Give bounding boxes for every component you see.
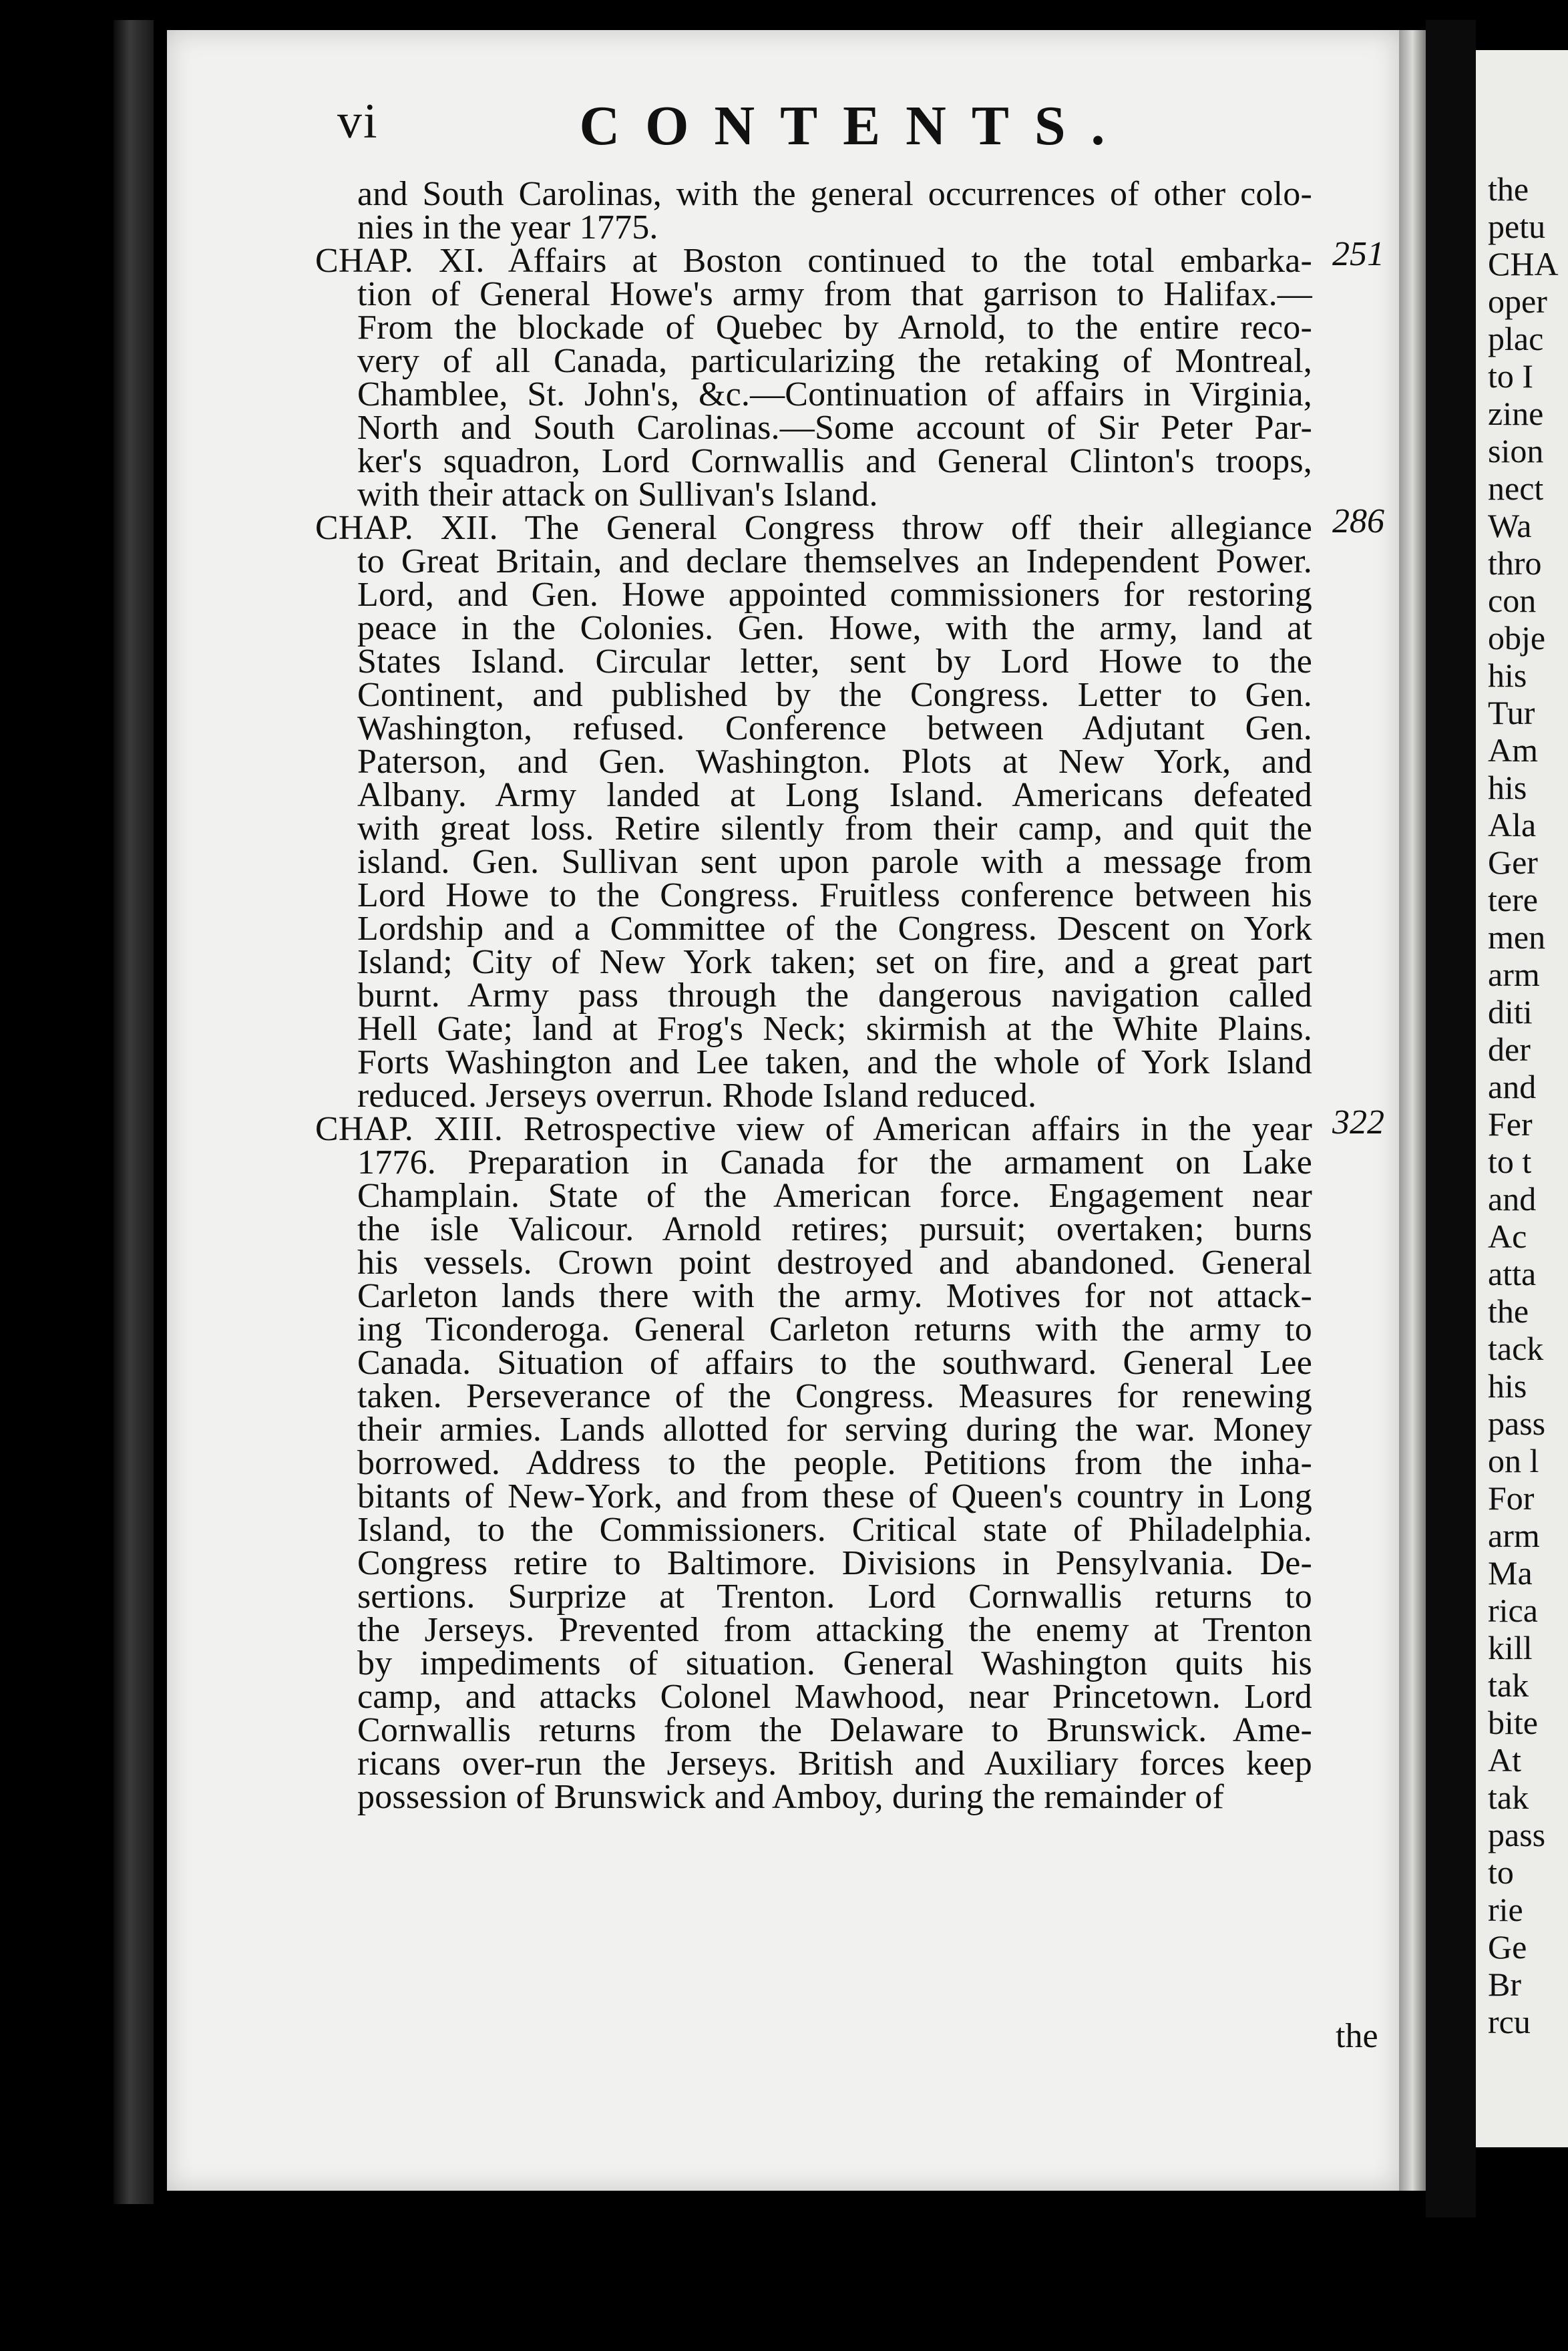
page-number: 286 — [1332, 502, 1384, 540]
facing-page-fragment: and — [1488, 1180, 1537, 1218]
contents-line: Washington, refused. Conference between Adjutant Gen. — [357, 709, 1312, 747]
contents-line: borrowed. Address to the people. Petitions from the inha- — [357, 1444, 1312, 1482]
contents-line: island. Gen. Sullivan sent upon parole with a message from — [357, 843, 1312, 881]
facing-page-fragment: pass — [1488, 1816, 1546, 1853]
facing-page-fragment: Ger — [1488, 844, 1538, 881]
facing-page-fragment: Ala — [1488, 806, 1537, 844]
contents-line: burnt. Army pass through the dangerous navigation called — [357, 976, 1312, 1015]
facing-page-fragment: tak — [1488, 1666, 1529, 1704]
facing-page-fragment: bite — [1488, 1704, 1538, 1741]
facing-page-fragment: tack — [1488, 1330, 1544, 1367]
facing-page-fragment: diti — [1488, 993, 1533, 1031]
facing-page-fragment: rica — [1488, 1592, 1538, 1629]
contents-line: bitants of New-York, and from these of Queen's country in Long — [357, 1477, 1312, 1515]
facing-page-fragment: zine — [1488, 395, 1544, 432]
contents-line: Cornwallis returns from the Delaware to Brunswick. Ame- — [357, 1711, 1312, 1749]
book-gutter — [1426, 20, 1476, 2217]
chapter-heading-line: CHAP. XIII. Retrospective view of American affairs in the year — [315, 1110, 1312, 1148]
facing-page-fragment: Ge — [1488, 1928, 1527, 1966]
facing-page-fragment: his — [1488, 769, 1527, 806]
facing-page-fragment: Fer — [1488, 1105, 1533, 1143]
facing-page-fragment: his — [1488, 1367, 1527, 1405]
contents-line: his vessels. Crown point destroyed and abandoned. General — [357, 1244, 1312, 1282]
facing-page-fragment: plac — [1488, 320, 1544, 357]
contents-line: ricans over-run the Jerseys. British and Auxiliary forces keep — [357, 1745, 1312, 1783]
contents-line: sertions. Surprize at Trenton. Lord Cornwallis returns to — [357, 1578, 1312, 1616]
facing-page-fragment: con — [1488, 582, 1537, 619]
facing-page-fragment: For — [1488, 1479, 1535, 1517]
contents-line: Lord, and Gen. Howe appointed commissioners for restoring — [357, 576, 1312, 614]
facing-page-fragment: atta — [1488, 1255, 1537, 1292]
contents-line: reduced. Jerseys overrun. Rhode Island reduced. — [357, 1077, 1037, 1115]
contents-line: ker's squadron, Lord Cornwallis and General Clinton's troops, — [357, 442, 1312, 480]
contents-line: Chamblee, St. John's, &c.—Continuation of affairs in Virginia, — [357, 375, 1312, 413]
contents-line: Continent, and published by the Congress. Letter to Gen. — [357, 676, 1312, 714]
facing-page-fragment: Br — [1488, 1966, 1521, 2003]
contents-line: Hell Gate; land at Frog's Neck; skirmish at the White Plains. — [357, 1010, 1312, 1048]
facing-page-fragment: nect — [1488, 470, 1544, 507]
contents-line: Albany. Army landed at Long Island. Americans defeated — [357, 776, 1312, 814]
facing-page-fragment: pass — [1488, 1405, 1546, 1442]
contents-line: by impediments of situation. General Washington quits his — [357, 1644, 1312, 1682]
facing-page-fragment: der — [1488, 1031, 1531, 1068]
facing-page-fragment: rie — [1488, 1891, 1523, 1928]
facing-page-fragment: Ma — [1488, 1554, 1533, 1592]
chapter-heading-line: CHAP. XI. Affairs at Boston continued to the total embarka- — [315, 242, 1312, 280]
contents-line: and South Carolinas, with the general occurrences of other colo- — [357, 175, 1312, 213]
facing-page — [1476, 50, 1568, 2147]
running-head: vi — [337, 94, 379, 149]
facing-page-fragment: to I — [1488, 357, 1534, 395]
contents-line: camp, and attacks Colonel Mawhood, near Princetown. Lord — [357, 1678, 1312, 1716]
contents-line: very of all Canada, particularizing the retaking of Montreal, — [357, 342, 1312, 380]
facing-page-fragment: men — [1488, 918, 1546, 956]
book-binding — [114, 20, 154, 2204]
facing-page-fragment: the — [1488, 1292, 1529, 1330]
contents-line: to Great Britain, and declare themselves an Independent Power. — [357, 542, 1312, 580]
facing-page-fragment: petu — [1488, 208, 1546, 245]
facing-page-fragment: tak — [1488, 1779, 1529, 1816]
page-edge — [1399, 30, 1426, 2191]
facing-page-fragment: on l — [1488, 1442, 1539, 1479]
contents-line: 1776. Preparation in Canada for the armament on Lake — [357, 1143, 1312, 1182]
facing-page-fragment: sion — [1488, 432, 1544, 470]
contents-line: Lord Howe to the Congress. Fruitless conference between his — [357, 876, 1312, 914]
facing-page-fragment: kill — [1488, 1629, 1533, 1666]
contents-line: Forts Washington and Lee taken, and the whole of York Island — [357, 1043, 1312, 1081]
contents-line: nies in the year 1775. — [357, 208, 658, 246]
contents-line: Island, to the Commissioners. Critical state of Philadelphia. — [357, 1511, 1312, 1549]
page-title: CONTENTS. — [579, 95, 1131, 157]
catchword: the — [1336, 2017, 1378, 2055]
contents-line: Congress retire to Baltimore. Divisions in Pensylvania. De- — [357, 1544, 1312, 1582]
contents-line: with their attack on Sullivan's Island. — [357, 476, 878, 514]
page-number: 251 — [1332, 235, 1384, 273]
contents-line: possession of Brunswick and Amboy, during the remainder of — [357, 1778, 1224, 1816]
facing-page-fragment: the — [1488, 170, 1529, 208]
contents-line: ing Ticonderoga. General Carleton returns with the army to — [357, 1310, 1312, 1348]
facing-page-fragment: At — [1488, 1741, 1521, 1779]
facing-page-fragment: oper — [1488, 283, 1547, 320]
contents-line: the isle Valicour. Arnold retires; pursuit; overtaken; burns — [357, 1210, 1312, 1248]
facing-page-fragment: Ac — [1488, 1218, 1527, 1255]
contents-line: States Island. Circular letter, sent by Lord Howe to the — [357, 643, 1312, 681]
contents-line: North and South Carolinas.—Some account of Sir Peter Par- — [357, 409, 1312, 447]
facing-page-fragment: Am — [1488, 731, 1538, 769]
contents-line: peace in the Colonies. Gen. Howe, with the army, land at — [357, 609, 1312, 647]
contents-line: taken. Perseverance of the Congress. Measures for renewing — [357, 1377, 1312, 1415]
contents-line: tion of General Howe's army from that garrison to Halifax.— — [357, 275, 1312, 313]
contents-line: their armies. Lands allotted for serving during the war. Money — [357, 1411, 1312, 1449]
facing-page-fragment: and — [1488, 1068, 1537, 1105]
facing-page-fragment: his — [1488, 657, 1527, 694]
facing-page-fragment: Tur — [1488, 694, 1535, 731]
facing-page-fragment: rcu — [1488, 2003, 1531, 2040]
chapter-heading-line: CHAP. XII. The General Congress throw off their allegiance — [315, 509, 1312, 547]
facing-page-fragment: CHA — [1488, 245, 1559, 283]
contents-line: Carleton lands there with the army. Motives for not attack- — [357, 1277, 1312, 1315]
contents-line: Paterson, and Gen. Washington. Plots at New York, and — [357, 743, 1312, 781]
contents-line: From the blockade of Quebec by Arnold, to the entire reco- — [357, 309, 1312, 347]
contents-line: the Jerseys. Prevented from attacking the enemy at Trenton — [357, 1611, 1312, 1649]
facing-page-fragment: to — [1488, 1853, 1514, 1891]
contents-line: with great loss. Retire silently from their camp, and quit the — [357, 809, 1312, 848]
contents-line: Champlain. State of the American force. Engagement near — [357, 1177, 1312, 1215]
contents-line: Island; City of New York taken; set on fire, and a great part — [357, 943, 1312, 981]
facing-page-fragment: to t — [1488, 1143, 1532, 1180]
facing-page-fragment: obje — [1488, 619, 1546, 657]
facing-page-fragment: arm — [1488, 1517, 1540, 1554]
contents-line: Canada. Situation of affairs to the southward. General Lee — [357, 1344, 1312, 1382]
facing-page-fragment: arm — [1488, 956, 1540, 993]
facing-page-fragment: tere — [1488, 881, 1538, 918]
facing-page-fragment: Wa — [1488, 507, 1532, 544]
contents-line: Lordship and a Committee of the Congress. Descent on York — [357, 910, 1312, 948]
facing-page-fragment: thro — [1488, 544, 1542, 582]
page-number: 322 — [1332, 1103, 1384, 1141]
